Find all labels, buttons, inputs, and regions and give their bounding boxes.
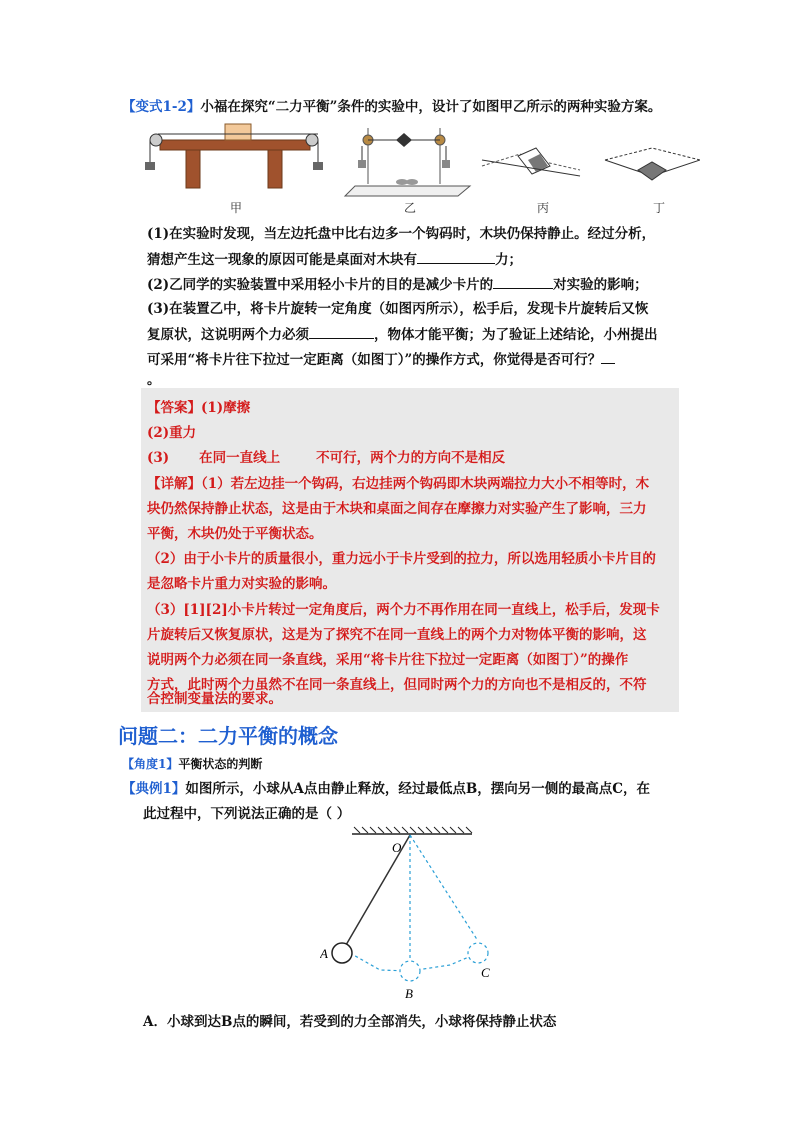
answer-line-1: 【答案】(1)摩擦 bbox=[147, 400, 251, 416]
example-line-b: 此过程中，下列说法正确的是（ ） bbox=[143, 806, 351, 822]
angle-line bbox=[122, 755, 262, 772]
angle-text: 平衡状态的判断 bbox=[178, 757, 263, 771]
question-1-line-b: 猜想产生这一现象的原因可能是桌面对木块有 力； bbox=[147, 249, 522, 270]
section-heading: 问题二：二力平衡的概念 bbox=[118, 724, 338, 748]
angle-tag: 【角度1】 bbox=[122, 757, 179, 771]
figure-label-yi: 乙 bbox=[404, 201, 417, 215]
variant-intro-line bbox=[122, 97, 661, 117]
detail-line-8: 说明两个力必须在同一条直线，采用“将卡片往下拉过一定距离（如图丁）”的操作 bbox=[147, 652, 629, 668]
answer-line-2: (2)重力 bbox=[147, 425, 197, 441]
question-1-line-a: (1)在实验时发现，当左边托盘中比右边多一个钩码时，木块仍保持静止。经过分析， bbox=[147, 226, 656, 242]
question-2-line: (2)乙同学的实验装置中采用轻小卡片的目的是减少卡片的 对实验的影响； bbox=[147, 274, 648, 295]
detail-line-2: 块仍然保持静止状态，这是由于木块和桌面之间存在摩擦力对实验产生了影响，三力 bbox=[147, 501, 647, 517]
figure-yi bbox=[345, 128, 470, 196]
question-3-line-a: (3)在装置乙中，将卡片旋转一定角度（如图丙所示），松手后，发现卡片旋转后又恢 bbox=[147, 301, 649, 317]
experiment-figures bbox=[140, 118, 700, 218]
answer-blank-1 bbox=[417, 249, 495, 264]
ball-c bbox=[468, 943, 488, 963]
variant-tag: 【变式1-2】 bbox=[122, 99, 201, 115]
detail-line-10: 合控制变量法的要求。 bbox=[147, 691, 282, 707]
label-c: C bbox=[481, 965, 490, 980]
ball-b bbox=[400, 961, 420, 981]
detail-tag: 【详解】 bbox=[147, 476, 201, 492]
figure-label-jia: 甲 bbox=[230, 201, 243, 215]
detail-line-6: （3）[1][2]小卡片转过一定角度后，两个力不再作用在同一直线上，松手后，发现卡 bbox=[147, 602, 660, 618]
figure-label-bing: 丙 bbox=[537, 201, 550, 215]
ball-a bbox=[332, 943, 352, 963]
pendulum-figure bbox=[320, 825, 520, 1005]
example-line-a: 【典例1】如图所示，小球从A点由静止释放，经过最低点B，摆向另一侧的最高点C，在 bbox=[122, 781, 651, 797]
answer-line-3: (3) 在同一直线上 不可行，两个力的方向不是相反 bbox=[147, 450, 506, 466]
question-3-line-d: 。 bbox=[147, 372, 161, 388]
answer-blank-2 bbox=[493, 274, 553, 289]
detail-line-1: 【详解】（1）若左边挂一个钩码，右边挂两个钩码即木块两端拉力大小不相等时，木 bbox=[147, 476, 650, 492]
figure-label-ding: 丁 bbox=[653, 201, 666, 215]
detail-line-3: 平衡，木块仍处于平衡状态。 bbox=[147, 526, 323, 542]
question-3-line-c: 可采用“将卡片往下拉过一定距离（如图丁）”的操作方式，你觉得是否可行？ bbox=[147, 349, 615, 370]
detail-line-7: 片旋转后又恢复原状，这是为了探究不在同一直线上的两个力对物体平衡的影响，这 bbox=[147, 627, 647, 643]
answer-blank-4 bbox=[601, 349, 615, 364]
detail-line-9: 方式，此时两个力虽然不在同一条直线上，但同时两个力的方向也不是相反的，不符 bbox=[147, 677, 647, 693]
figure-jia bbox=[145, 124, 323, 188]
figure-bing bbox=[482, 148, 580, 176]
answer-blank-3 bbox=[309, 324, 374, 339]
label-o: O bbox=[392, 840, 402, 855]
label-b: B bbox=[405, 986, 413, 1001]
variant-intro: 小福在探究“二力平衡”条件的实验中，设计了如图甲乙所示的两种实验方案。 bbox=[200, 99, 662, 115]
option-a: A．小球到达B点的瞬间，若受到的力全部消失，小球将保持静止状态 bbox=[143, 1014, 557, 1030]
example-tag: 【典例1】 bbox=[122, 781, 186, 797]
answer-tag: 【答案】 bbox=[147, 400, 201, 416]
figure-ding bbox=[605, 148, 700, 180]
detail-line-5: 是忽略卡片重力对实验的影响。 bbox=[147, 576, 336, 592]
label-a: A bbox=[320, 946, 328, 961]
question-3-line-b: 复原状，这说明两个力必须 ，物体才能平衡；为了验证上述结论，小州提出 bbox=[147, 324, 658, 345]
detail-line-4: （2）由于小卡片的质量很小，重力远小于卡片受到的拉力，所以选用轻质小卡片目的 bbox=[147, 551, 656, 567]
